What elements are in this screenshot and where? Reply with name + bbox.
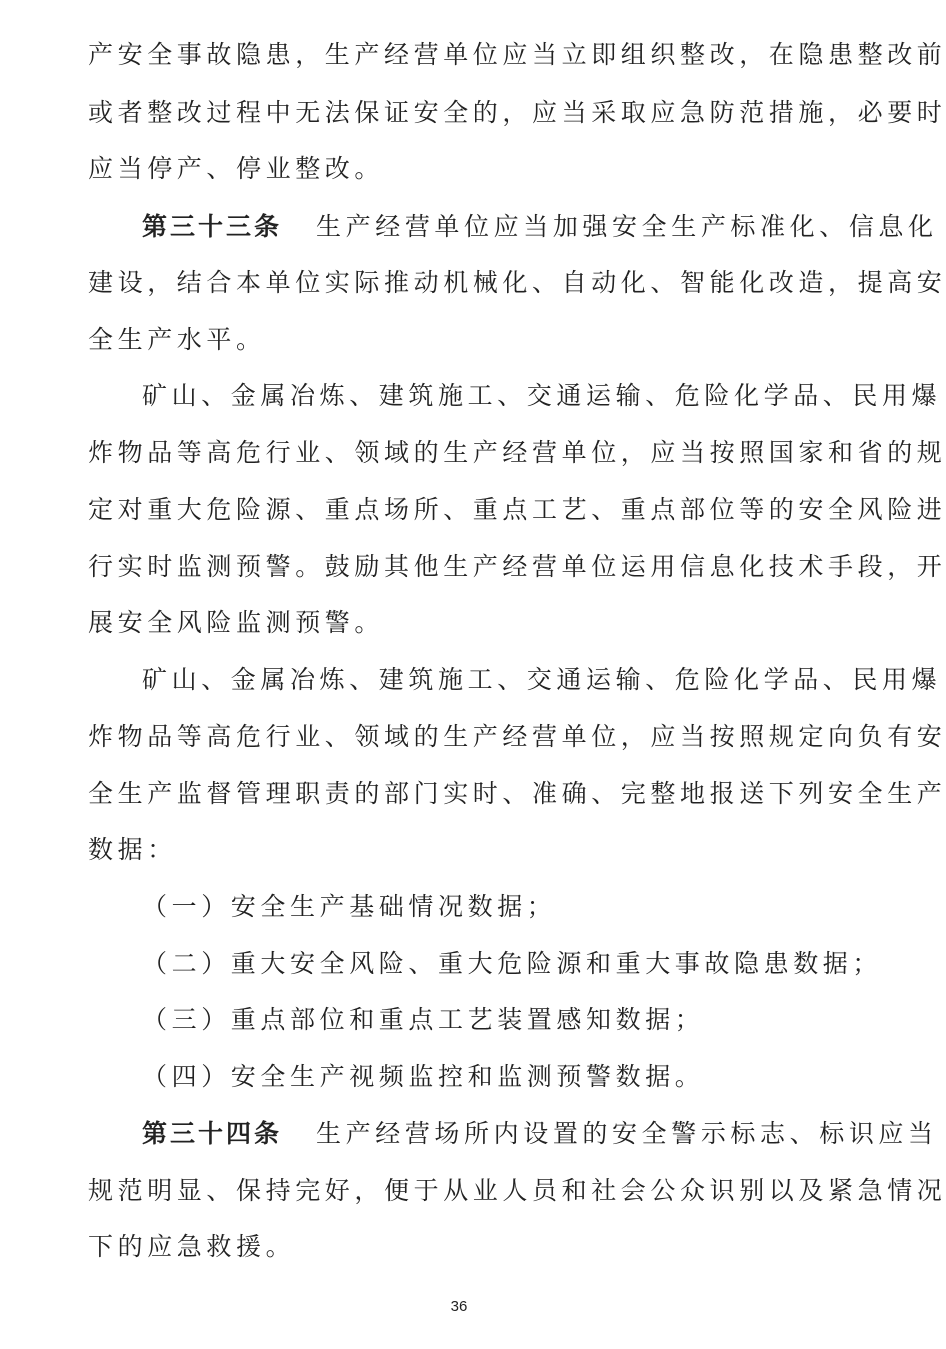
paragraph-line: 规范明显、保持完好，便于从业人员和社会公众识别以及紧急情况 [88,1176,946,1205]
paragraph-line: 矿山、金属冶炼、建筑施工、交通运输、危险化学品、民用爆 [142,381,942,410]
article-34-first-line [142,1119,938,1149]
paragraph-line: 产安全事故隐患，生产经营单位应当立即组织整改，在隐患整改前 [88,40,946,69]
paragraph-line: 应当停产、停业整改。 [88,154,385,183]
paragraph-line: 建设，结合本单位实际推动机械化、自动化、智能化改造，提高安 [88,268,946,297]
paragraph-line: 全生产监督管理职责的部门实时、准确、完整地报送下列安全生产 [88,779,946,808]
article-33-text: 生产经营单位应当加强安全生产标准化、信息化 [316,212,938,241]
paragraph-line: 定对重大危险源、重点场所、重点工艺、重点部位等的安全风险进 [88,495,946,524]
paragraph-line: 矿山、金属冶炼、建筑施工、交通运输、危险化学品、民用爆 [142,665,942,694]
paragraph-line: 下的应急救援。 [88,1232,296,1261]
paragraph-line: 行实时监测预警。鼓励其他生产经营单位运用信息化技术手段，开 [88,552,946,581]
list-item: （二）重大安全风险、重大危险源和重大事故隐患数据； [142,949,883,978]
page-number: 36 [450,1298,468,1315]
paragraph-line: 展安全风险监测预警。 [88,608,385,637]
paragraph-line: 炸物品等高危行业、领域的生产经营单位，应当按照规定向负有安 [88,722,946,751]
paragraph-line: 炸物品等高危行业、领域的生产经营单位，应当按照国家和省的规 [88,438,946,467]
article-33-number: 第三十三条 [142,212,283,241]
paragraph-line: 或者整改过程中无法保证安全的，应当采取应急防范措施，必要时 [88,98,946,127]
paragraph-line: 全生产水平。 [88,325,266,354]
article-34-text: 生产经营场所内设置的安全警示标志、标识应当 [316,1119,938,1148]
paragraph-line: 数据： [88,835,177,864]
list-item: （一）安全生产基础情况数据； [142,892,557,921]
article-33-first-line [142,212,938,242]
list-item: （四）安全生产视频监控和监测预警数据。 [142,1062,705,1091]
list-item: （三）重点部位和重点工艺装置感知数据； [142,1005,705,1034]
article-34-number: 第三十四条 [142,1119,283,1148]
